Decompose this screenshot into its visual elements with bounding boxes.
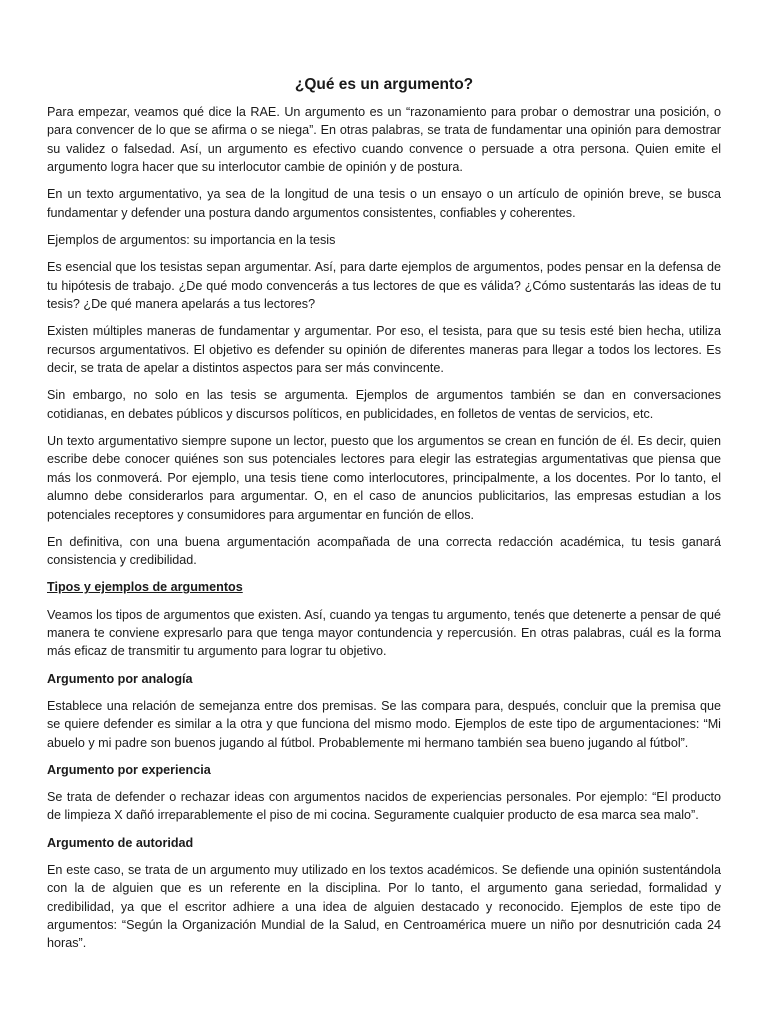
- paragraph-experiencia: Se trata de defender o rechazar ideas con argumentos nacidos de experiencias personales. Por ejemplo: “El producto de limpieza X dañó irreparablemente el piso de mi cocina. Seguramente cualquier producto de esa marca sea malo”.: [47, 789, 721, 823]
- document-page: [47, 74, 721, 962]
- paragraph-analogia: Establece una relación de semejanza entre dos premisas. Se las compara para, después, concluir que la premisa que se quiere defender es similar a la otra y que funciona del mismo modo. Ejemplos de este tipo de argumentaciones: “Mi abuelo y mi padre son buenos jugando al fútbol. Probablemente mi hermano también sea bueno jugando al fútbol”.: [47, 698, 721, 750]
- heading-argumento-analogia: Argumento por analogía: [47, 671, 193, 686]
- document-title: ¿Qué es un argumento?: [294, 76, 474, 93]
- paragraph-rae-definition: Para empezar, veamos qué dice la RAE. Un argumento es un “razonamiento para probar o demostrar una posición, o para convencer de lo que se afirma o se niega”. En otras palabras, se trata de fundamentar una opinión para demostrar su validez o falsedad. Así, un argumento es efectivo cuando convence o persuade a otra persona. Quien emite el argumento logra hacer que su interlocutor cambie de opinión y de postura.: [47, 105, 721, 175]
- paragraph-sin-embargo: Sin embargo, no solo en las tesis se argumenta. Ejemplos de argumentos también se dan en conversaciones cotidianas, en debates públicos y discursos políticos, en publicidades, en folletos de ventas de servicios, etc.: [47, 388, 721, 421]
- paragraph-en-definitiva: En definitiva, con una buena argumentación acompañada de una correcta redacción académica, tu tesis ganará consistencia y credibilidad.: [47, 534, 721, 568]
- paragraph-multiples-maneras: Existen múltiples maneras de fundamentar y argumentar. Por eso, el tesista, para que su tesis esté bien hecha, utiliza recursos argumentativos. El objetivo es defender su opinión de diferentes maneras para llegar a todos los lectores. Es decir, se trata de apelar a distintos aspectos para ser más convincente.: [47, 324, 721, 376]
- heading-argumento-experiencia: Argumento por experiencia: [47, 762, 211, 777]
- section-heading-tipos: Tipos y ejemplos de argumentos: [47, 580, 243, 595]
- paragraph-veamos-tipos: Veamos los tipos de argumentos que existen. Así, cuando ya tengas tu argumento, tenés que detenerte a pensar de qué manera te conviene expresarlo para que tenga mayor contundencia y repercusión. En otras palabras, cuál es la forma más eficaz de transmitir tu argumento para lograr tu objetivo.: [47, 607, 721, 659]
- paragraph-argumentative-text: En un texto argumentativo, ya sea de la longitud de una tesis o un ensayo o un artículo de opinión breve, se busca fundamentar y defender una postura dando argumentos consistentes, confiables y coherentes.: [47, 187, 721, 220]
- heading-argumento-autoridad: Argumento de autoridad: [47, 835, 194, 850]
- paragraph-tesistas-argumentar: Es esencial que los tesistas sepan argumentar. Así, para darte ejemplos de argumentos, podes pensar en la defensa de tu hipótesis de trabajo. ¿De qué modo convencerás a tus lectores de que es válida? ¿Cómo sustentarás las ideas de tu tesis? ¿De qué manera apelarás a tus lectores?: [47, 260, 721, 312]
- subheading-ejemplos-tesis: Ejemplos de argumentos: su importancia en la tesis: [47, 233, 336, 248]
- paragraph-texto-supone-lector: Un texto argumentativo siempre supone un lector, puesto que los argumentos se crean en función de él. Es decir, quien escribe debe conocer quiénes son sus potenciales lectores para elegir las estrategias argumentativas que piensa que más los conmoverá. Por ejemplo, una tesis tiene como interlocutores, principalmente, a los docentes. Por lo tanto, el alumno debe considerarlos para argumentar. O, en el caso de anuncios publicitarios, las empresas estudian a los potenciales receptores y consumidores para argumentar en función de ellos.: [47, 433, 721, 522]
- paragraph-autoridad: En este caso, se trata de un argumento muy utilizado en los textos académicos. Se defiende una opinión sustentándola con la de alguien que es un referente en la disciplina. Por lo tanto, el argumento gana seriedad, formalidad y credibilidad, ya que el escritor adhiere a una idea de alguien destacado y reconocido. Ejemplos de este tipo de argumentos: “Según la Organización Mundial de la Salud, en Centroamérica muere un niño por desnutrición cada 24 horas”.: [47, 862, 721, 951]
